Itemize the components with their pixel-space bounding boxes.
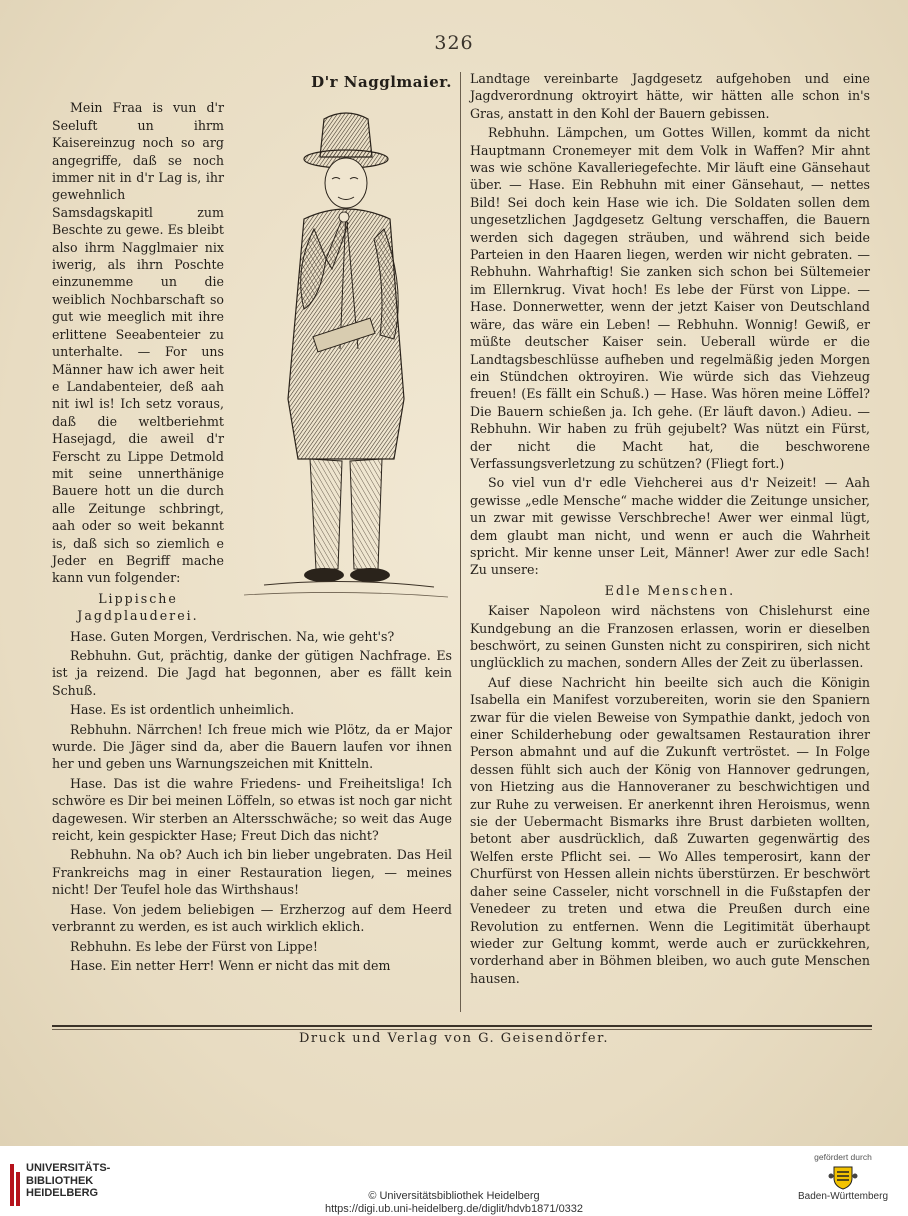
column-divider <box>460 72 461 1012</box>
section-heading-lippische-jagdplauderei: Lippische Jagdplauderei. <box>77 590 199 624</box>
copyright-text: © Universitätsbibliothek Heidelberg <box>368 1190 540 1202</box>
dialogue-line: Rebhuhn. Närrchen! Ich freue mich wie Plötz, da er Major wurde. Die Jäger sind da, aber die Bauern laufen vor ihnen her und geben uns Warnungszeichen mit Knitteln. <box>52 721 452 772</box>
section-heading-edle-menschen: Edle Menschen. <box>604 582 736 598</box>
dialogue-line: Hase. Es ist ordentlich unheimlich. <box>70 702 295 718</box>
transition-paragraph: So viel vun d'r edle Viehcherei aus d'r Neizeit! — Aah gewisse „edle Mensche“ mache widder die Zeitunge unsicher, un zwar mit gewisse Verschbreche! Awer wer einmal lügt, dem glaubt man nicht, und wenn er auch die Wahrheit spricht. Mir kenne unser Leit, Männer! Awer zur edle Sach! Zu unsere: <box>470 475 870 578</box>
dialogue-line: Rebhuhn. Na ob? Auch ich bin lieber ungebraten. Das Heil Frankreichs mag in einer Restauration liegen, — meines nicht! Der Teufel hole das Wirthshaus! <box>52 847 452 898</box>
library-logo-text: UNIVERSITÄTS- BIBLIOTHEK HEIDELBERG <box>26 1162 111 1199</box>
dialogue-line: Hase. Ein netter Herr! Wenn er nicht das mit dem <box>70 957 391 973</box>
engraving-man-with-hat <box>234 99 452 619</box>
continued-paragraph: Landtage vereinbarte Jagdgesetz aufgehoben und eine Jagdverordnung oktroyirt hätte, wir hätten alle schon in's Gras, anstatt in den Kohl der Bauern gebissen. <box>470 71 870 121</box>
dialogue-line: Rebhuhn. Gut, prächtig, danke der gütigen Nachfrage. Es ist ja reizend. Die Jagd hat begonnen, aber es fällt kein Schuß. <box>52 648 452 698</box>
copyright-block <box>0 1190 908 1215</box>
viewer-footer <box>0 1146 908 1216</box>
dialogue-line: Hase. Guten Morgen, Verdrischen. Na, wie geht's? <box>70 628 395 644</box>
dialogue-line: Hase. Von jedem beliebigen — Erzherzog auf dem Heerd verbrannt zu werden, es ist auch wirklich eklich. <box>52 901 452 935</box>
funded-by-label: gefördert durch <box>814 1152 872 1162</box>
page-number: 326 <box>434 32 474 54</box>
right-column <box>470 70 870 989</box>
dialogue-line: Hase. Das ist die wahre Friedens- und Freiheitsliga! Ich schwöre es Dir bei meinen Löffeln, so etwas ist noch gar nicht dagewesen. Wir sterben an Altersschwäche; so weit das Auge reicht, kein gespickter Hase; Freut Dich das nicht? <box>52 775 452 844</box>
permalink[interactable]: https://digi.ub.uni-heidelberg.de/diglit/hdvb1871/0332 <box>324 1202 584 1215</box>
dialogue-line: Rebhuhn. Es lebe der Fürst von Lippe! <box>70 938 318 954</box>
news-paragraph: Kaiser Napoleon wird nächstens von Chislehurst eine Kundgebung an die Franzosen erlassen, worin er dieselben beschwört, zu seinen Gunsten nicht zu conspiriren, sich nicht unglücklich zu machen, sondern Alles der Zeit zu überlassen. <box>470 603 870 671</box>
funder-name: Baden-Württemberg <box>797 1191 889 1202</box>
imprint: Druck und Verlag von G. Geisendörfer. <box>298 1031 610 1046</box>
left-column <box>52 70 452 976</box>
footer-rule-thin <box>52 1029 872 1030</box>
article-title: D'r Nagglmaier. <box>311 73 452 91</box>
intro-paragraph: Mein Fraa is vun d'r Seeluft un ihrm Kaisereinzug noch so arg angegriffe, daß se noch immer nit in d'r Lag is, ihr gewehnlich Samsdagskapitl zum Beschte zu gewe. Es bleibt also ihrm Nagglmaier nix iwerig, als ihrn Poschte einzunemme un die weiblich Nochbarschaft so gut wie meeglich mit ihre erlittene Seeabenteier zu unterhalte. — For uns Männer haw ich awer heit e Landabenteier, deß aah nit iwl is! Ich setz voraus, daß die weltberiehmt Hasejagd, die aweil d'r Ferscht zu Lippe Detmold mit seine unnerthänige Bauere hott un die durch alle Zeitunge schbringt, aah oder so weit bekannt is, daß sich so ziemlich e Jeder en Begriff mache kann vun folgender: <box>52 100 224 586</box>
footer-rule <box>52 1025 872 1027</box>
man-illustration <box>234 99 452 619</box>
funder-logo[interactable] <box>788 1148 898 1214</box>
news-paragraph: Auf diese Nachricht hin beeilte sich auch die Königin Isabella ein Manifest vorzubereiten, worin sie den Spaniern zwar für die vielen Beweise von Sympathie dankt, jedoch von einer Schilderhebung oder gewaltsamen Restauration ihrer Person abmahnt und auf die Zukunft vertröstet. — In Folge dessen fühlt sich auch der König von Hannover gedrungen, von Hietzing aus die Hannoveraner zu beschwichtigen und zur Ruhe zu verweisen. Er anerkennt ihren Heroismus, wenn sie der Uebermacht Bismarks ihre Brust darbieten wollten, betont aber ausdrücklich, daß Zuwarten gegenwärtig des Welfen erste Pflicht sei. — Wo Alles temperosirt, kann der Churfürst von Hessen allein nichts überstürzen. Er beschwört daher seine Casseler, nicht vorschnell in die Fußstapfen der Venedeer zu treten und etwa die Preußen durch eine Revolution zu entfernen. Wenn die Legitimität überhaupt wieder zur Geltung kommt, werde auch er zurückkehren, vorderhand aber in Böhmen bleiben, wo auch gute Menschen hausen. <box>470 674 870 986</box>
dialogue-paragraph: Rebhuhn. Lämpchen, um Gottes Willen, kommt da nicht Hauptmann Cronemeyer mit dem Volk in Waffen? Mir ahnt was wie schöne Kavalleriegefechte. Mir läuft eine Gänsehaut über. — Hase. Ein Rebhuhn mit einer Gänsehaut, — nettes Bild! Sei doch kein Hase wie ich. Die Soldaten sollen dem ungesetzlichen Jagdgesetz Geltung verschaffen, die Bauern werden sich dagegen sträuben, und während sich beide Parteien in den Haaren liegen, werden wir nicht gebraten. — Rebhuhn. Wahrhaftig! Sie zanken sich schon bei Sültemeier im Ellernkrug. Vivat hoch! Es lebe der Fürst von Lippe. — Hase. Donnerwetter, wenn der jetzt Kaiser von Deutschland wäre, das wäre ein Leben! — Rebhuhn. Wonnig! Gewiß, er müßte deutscher Kaiser sein. Ueberall würde er die Landtagsbeschlüsse aufheben und regelmäßig jeden Morgen ein Stündchen oktroyiren. Wie würde sich das Viehzeug freuen! (Es fällt ein Schuß.) — Hase. Was hören meine Löffel? Die Bauern schießen ja. Ich gehe. (Er läuft davon.) Adieu. — Rebhuhn. Wir haben zu früh gejubelt? Was nützt ein Fürst, der nicht die Macht hat, die beschworene Verfassungsverletzung zu schützen? (Fliegt fort.) <box>470 125 870 471</box>
coat-of-arms-icon <box>828 1164 858 1190</box>
